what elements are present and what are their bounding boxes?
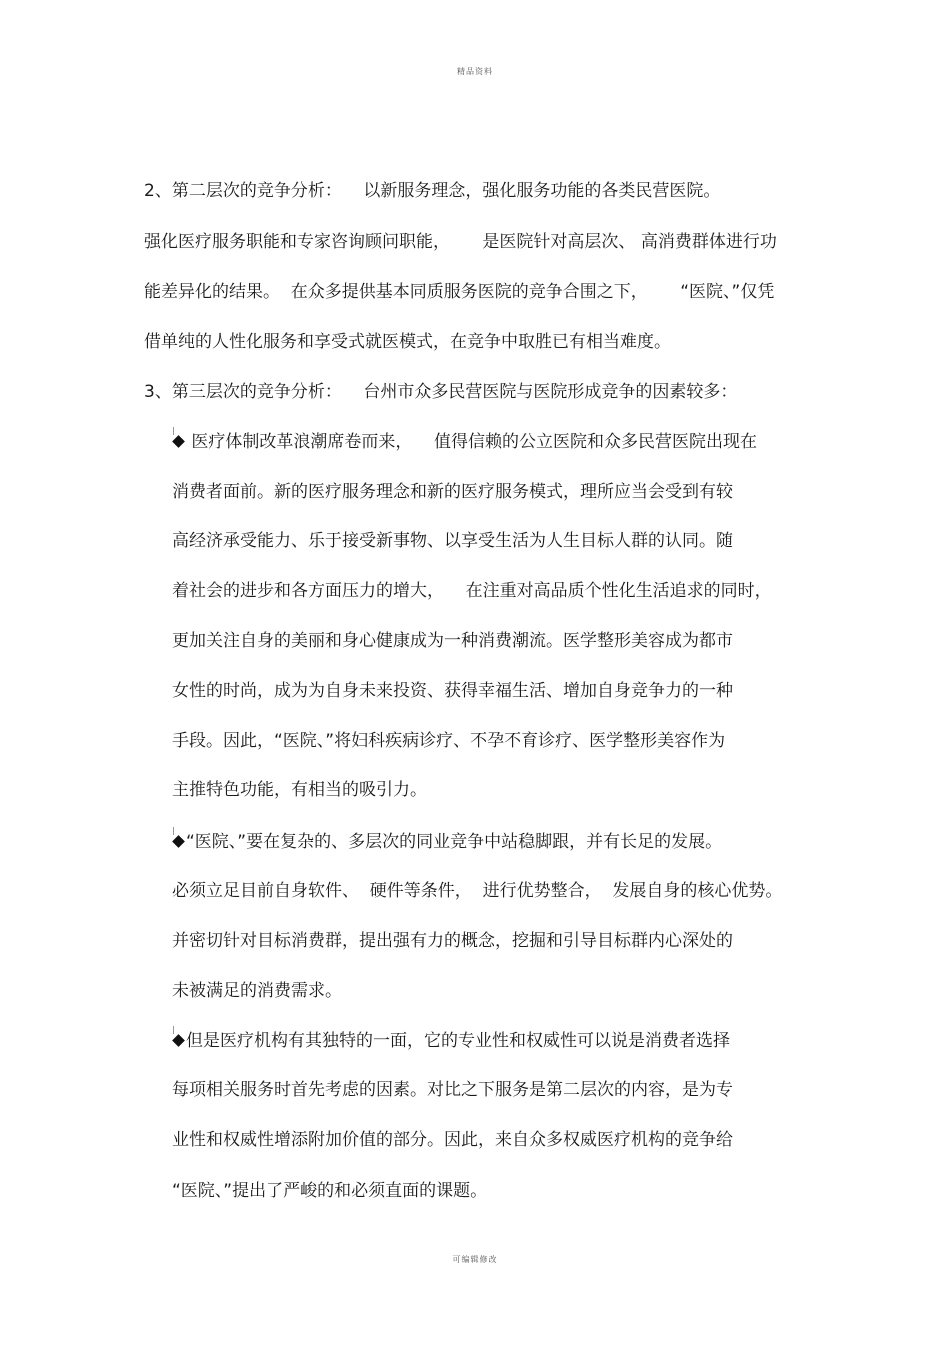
paragraph-line: 能差异化的结果。 在众多提供基本同质服务医院的竞争合围之下， “医院、”仅凭 [144, 282, 775, 302]
bullet-line: 更加关注自身的美丽和身心健康成为一种消费潮流。医学整形美容成为都市 [172, 631, 733, 651]
bullet-line: 每项相关服务时首先考虑的因素。对比之下服务是第二层次的内容，是为专 [172, 1080, 733, 1100]
bullet-line: 女性的时尚，成为为自身未来投资、获得幸福生活、增加自身竞争力的一种 [172, 681, 733, 701]
bullet-line: 业性和权威性增添附加价值的部分。因此，来自众多权威医疗机构的竞争给 [172, 1130, 733, 1150]
bullet-line: 并密切针对目标消费群，提出强有力的概念，挖掘和引导目标群内心深处的 [172, 931, 733, 951]
bullet-line: “医院、”提出了严峻的和必须直面的课题。 [172, 1181, 488, 1201]
section-2-heading: 2、第二层次的竞争分析： 以新服务理念，强化服务功能的各类民营医院。 [144, 181, 721, 201]
bullet-line: 消费者面前。新的医疗服务理念和新的医疗服务模式，理所应当会受到有较 [172, 482, 733, 502]
bullet-item [172, 831, 722, 853]
bullet-line: 必须立足目前自身软件、 硬件等条件， 进行优势整合， 发展自身的核心优势。 [172, 881, 783, 901]
bullet-item [172, 431, 757, 453]
diamond-bullet-icon [172, 1030, 184, 1052]
bullet-first-line: “医院、”要在复杂的、多层次的同业竞争中站稳脚跟，并有长足的发展。 [186, 832, 723, 852]
paragraph-line: 强化医疗服务职能和专家咨询顾问职能， 是医院针对高层次、 高消费群体进行功 [144, 232, 777, 252]
page-header-mark: 精品资料 [457, 67, 493, 76]
bullet-line: 手段。因此，“医院、”将妇科疾病诊疗、不孕不育诊疗、医学整形美容作为 [172, 731, 726, 751]
page-footer-mark: 可编辑修改 [452, 1255, 498, 1264]
bullet-first-line: 但是医疗机构有其独特的一面，它的专业性和权威性可以说是消费者选择 [186, 1031, 730, 1051]
bullet-line: 未被满足的消费需求。 [172, 981, 342, 1001]
bullet-line: 主推特色功能，有相当的吸引力。 [172, 780, 427, 800]
diamond-bullet-icon [172, 831, 184, 853]
bullet-line: 着社会的进步和各方面压力的增大， 在注重对高品质个性化生活追求的同时， [172, 581, 772, 601]
diamond-bullet-icon [172, 431, 184, 453]
section-3-heading: 3、第三层次的竞争分析： 台州市众多民营医院与医院形成竞争的因素较多： [144, 382, 738, 402]
paragraph-line: 借单纯的人性化服务和享受式就医模式，在竞争中取胜已有相当难度。 [144, 332, 671, 352]
bullet-line: 高经济承受能力、乐于接受新事物、以享受生活为人生目标人群的认同。随 [172, 531, 733, 551]
bullet-item [172, 1030, 730, 1052]
bullet-first-line: 医疗体制改革浪潮席卷而来， 值得信赖的公立医院和众多民营医院出现在 [186, 432, 758, 452]
